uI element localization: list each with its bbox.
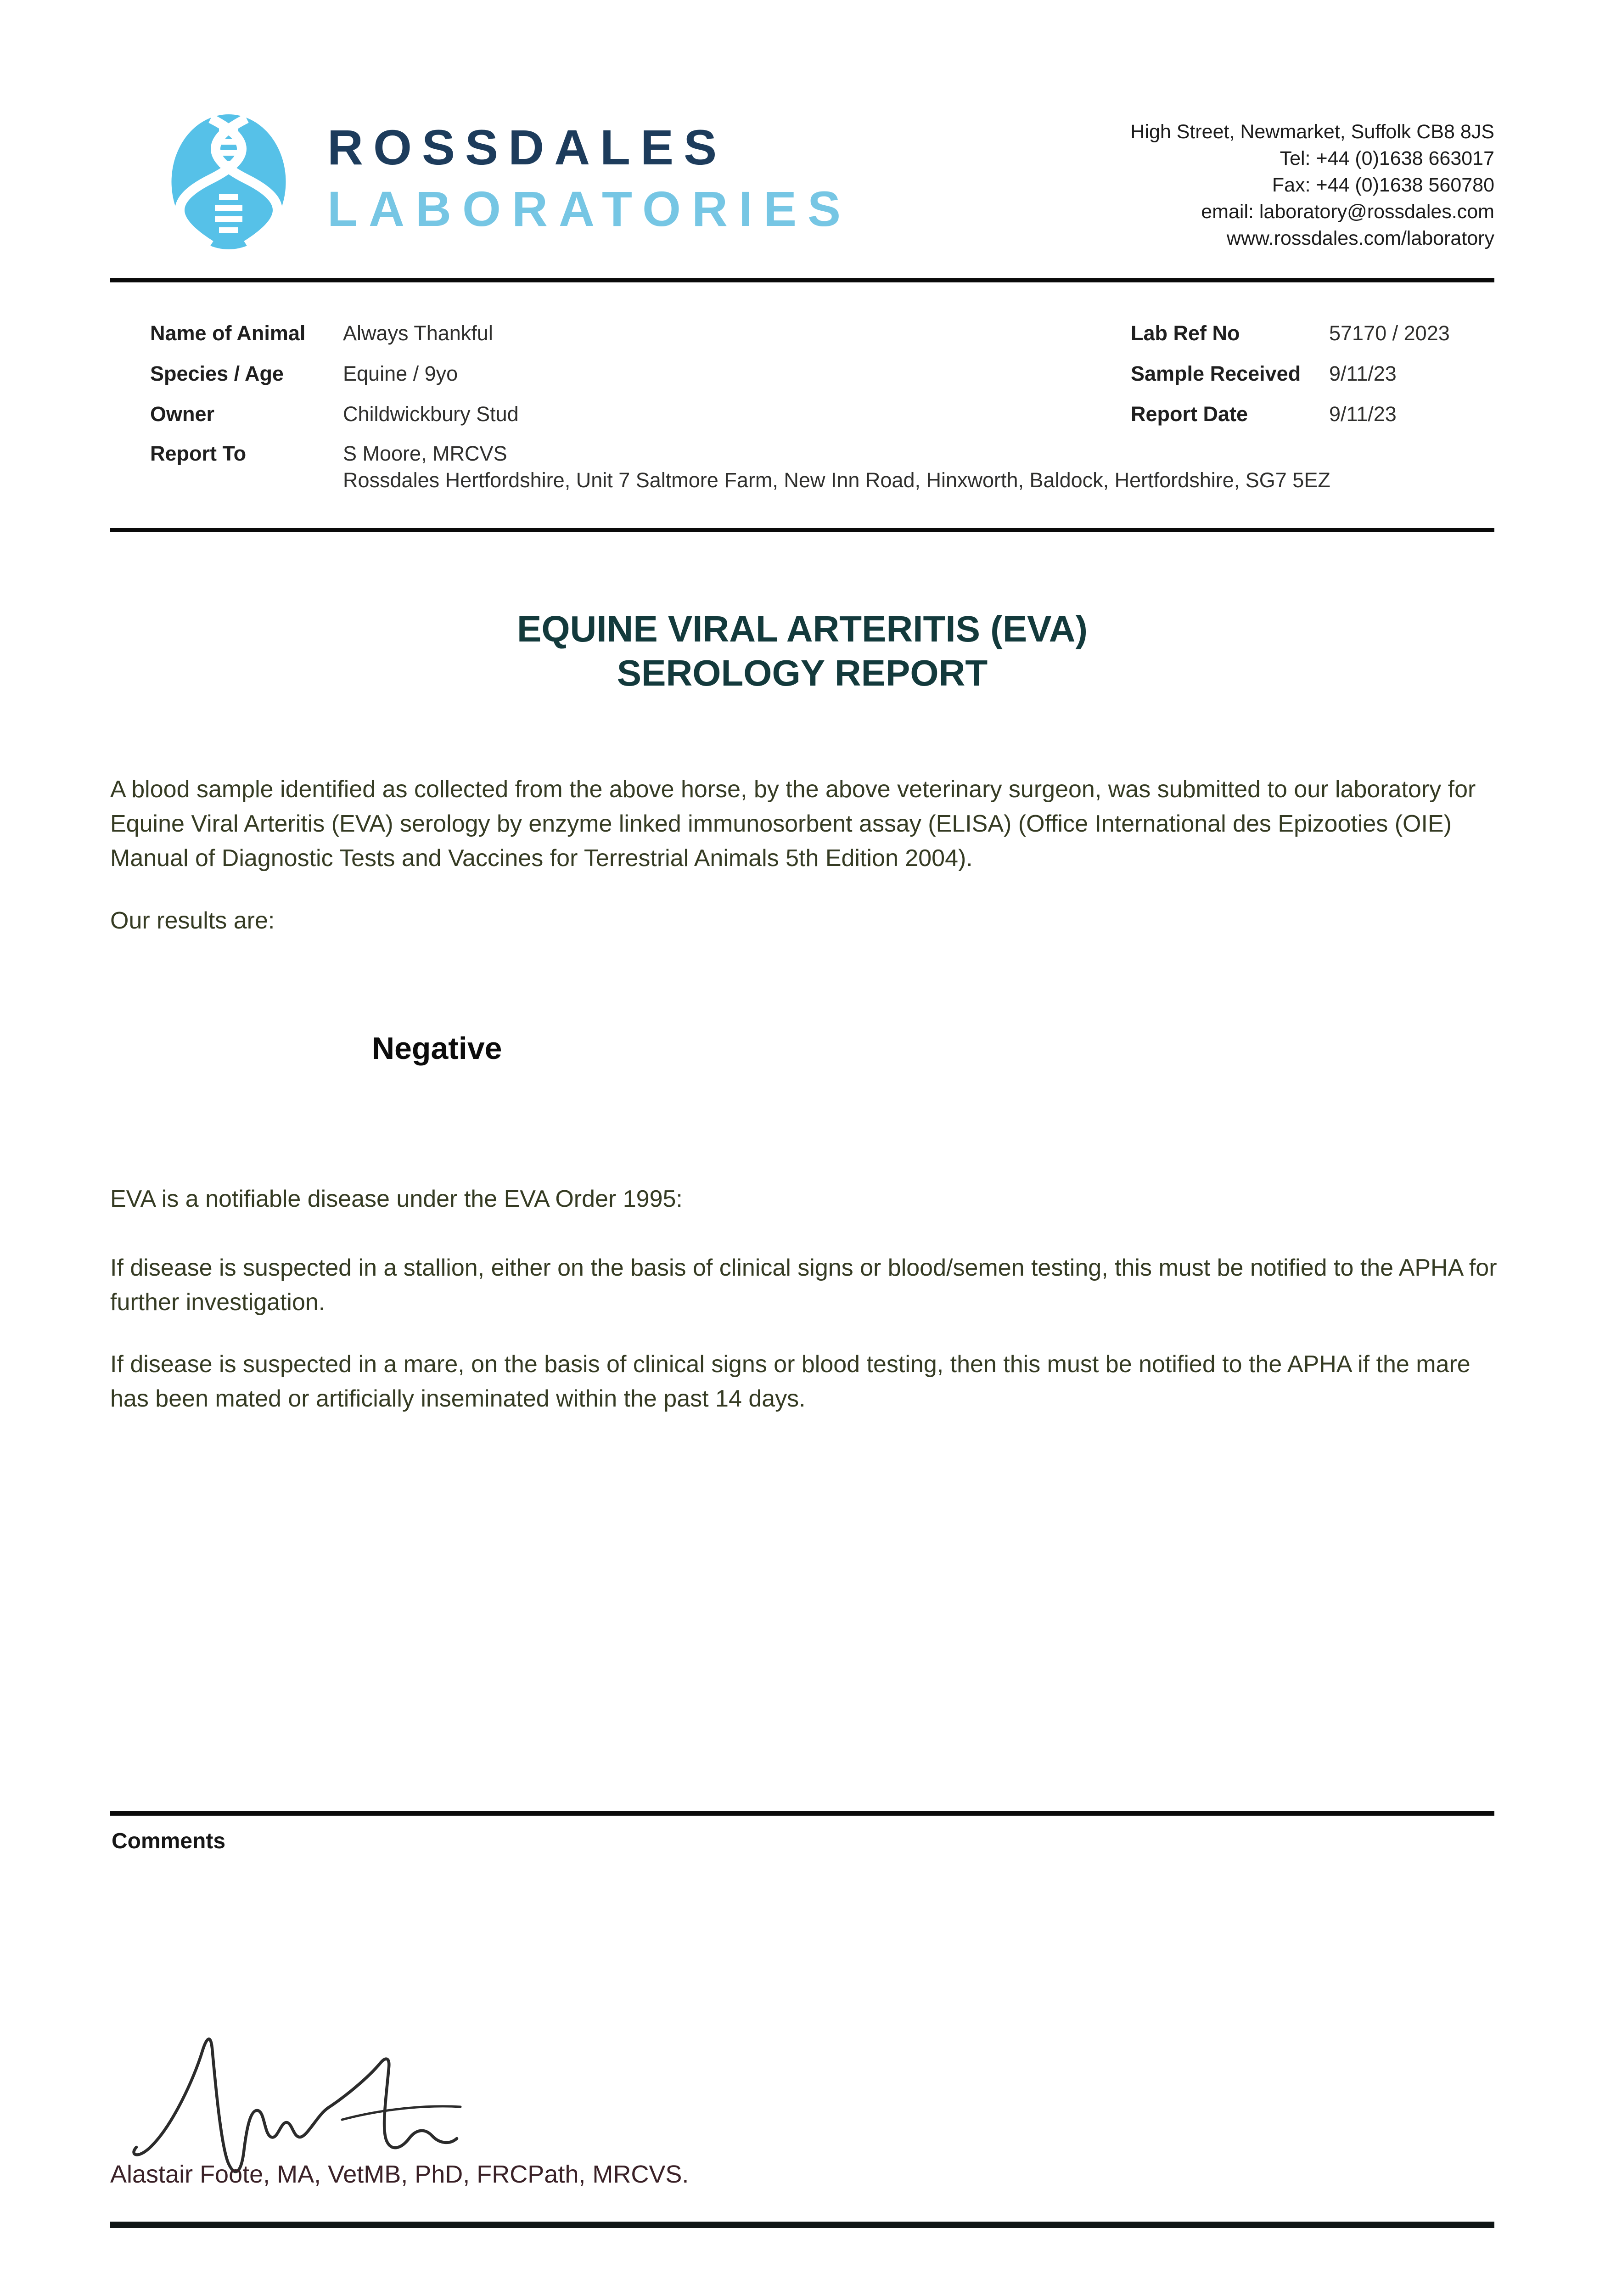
header-divider bbox=[110, 278, 1494, 282]
label-species-age: Species / Age bbox=[150, 362, 284, 385]
contact-block bbox=[1130, 118, 1494, 252]
value-owner: Childwickbury Stud bbox=[343, 402, 519, 426]
value-name-of-animal: Always Thankful bbox=[343, 321, 493, 345]
comments-divider bbox=[110, 1811, 1494, 1816]
value-report-to: S Moore, MRCVS bbox=[343, 442, 507, 465]
signature-image bbox=[112, 2024, 475, 2176]
mare-paragraph: If disease is suspected in a mare, on the basis of clinical signs or blood testing, then this must be notified to the APHA if the mare has been mated or artificially inseminated within the past 14 days. bbox=[110, 1351, 1470, 1412]
brand-subname: LABORATORIES bbox=[327, 181, 852, 236]
label-name-of-animal: Name of Animal bbox=[150, 321, 306, 345]
label-sample-received: Sample Received bbox=[1131, 362, 1301, 385]
details-divider bbox=[110, 528, 1494, 532]
value-lab-ref-no: 57170 / 2023 bbox=[1329, 321, 1450, 345]
value-sample-received: 9/11/23 bbox=[1329, 362, 1397, 385]
report-title-line1: EQUINE VIRAL ARTERITIS (EVA) bbox=[516, 608, 1088, 649]
label-report-date: Report Date bbox=[1131, 402, 1248, 426]
contact-website: www.rossdales.com/laboratory bbox=[1226, 227, 1494, 249]
results-intro: Our results are: bbox=[110, 907, 275, 934]
footer-bar bbox=[110, 2222, 1494, 2228]
header bbox=[0, 0, 1622, 280]
dna-logo-icon bbox=[169, 113, 288, 251]
comments-heading: Comments bbox=[112, 1829, 226, 1853]
brand-name: ROSSDALES bbox=[327, 119, 727, 175]
value-report-to-address: Rossdales Hertfordshire, Unit 7 Saltmore Farm, New Inn Road, Hinxworth, Baldock, Hertfordshire, SG7 5EZ bbox=[343, 468, 1330, 492]
result-value: Negative bbox=[372, 1031, 502, 1066]
label-report-to: Report To bbox=[150, 442, 247, 465]
contact-tel: Tel: +44 (0)1638 663017 bbox=[1280, 147, 1494, 169]
contact-address: High Street, Newmarket, Suffolk CB8 8JS bbox=[1130, 121, 1494, 143]
report-title bbox=[110, 607, 1494, 695]
stallion-paragraph: If disease is suspected in a stallion, either on the basis of clinical signs or blood/semen testing, this must be notified to the APHA for further investigation. bbox=[110, 1255, 1497, 1316]
contact-email: email: laboratory@rossdales.com bbox=[1201, 201, 1494, 223]
notifiable-line: EVA is a notifiable disease under the EVA Order 1995: bbox=[110, 1186, 683, 1212]
signatory-name: Alastair Foote, MA, VetMB, PhD, FRCPath, MRCVS. bbox=[110, 2161, 689, 2188]
intro-paragraph: A blood sample identified as collected from the above horse, by the above veterinary surgeon, was submitted to our laboratory for Equine Viral Arteritis (EVA) serology by enzyme linked immunosorbent assay (ELISA) (Office International des Epizooties (OIE) Manual of Diagnostic Tests and Vaccines for Terrestrial Animals 5th Edition 2004). bbox=[110, 776, 1476, 872]
value-report-date: 9/11/23 bbox=[1329, 402, 1397, 426]
value-species-age: Equine / 9yo bbox=[343, 362, 458, 385]
label-owner: Owner bbox=[150, 402, 215, 426]
label-lab-ref-no: Lab Ref No bbox=[1131, 321, 1240, 345]
report-title-line2: SEROLOGY REPORT bbox=[617, 653, 988, 693]
contact-fax: Fax: +44 (0)1638 560780 bbox=[1272, 174, 1494, 196]
